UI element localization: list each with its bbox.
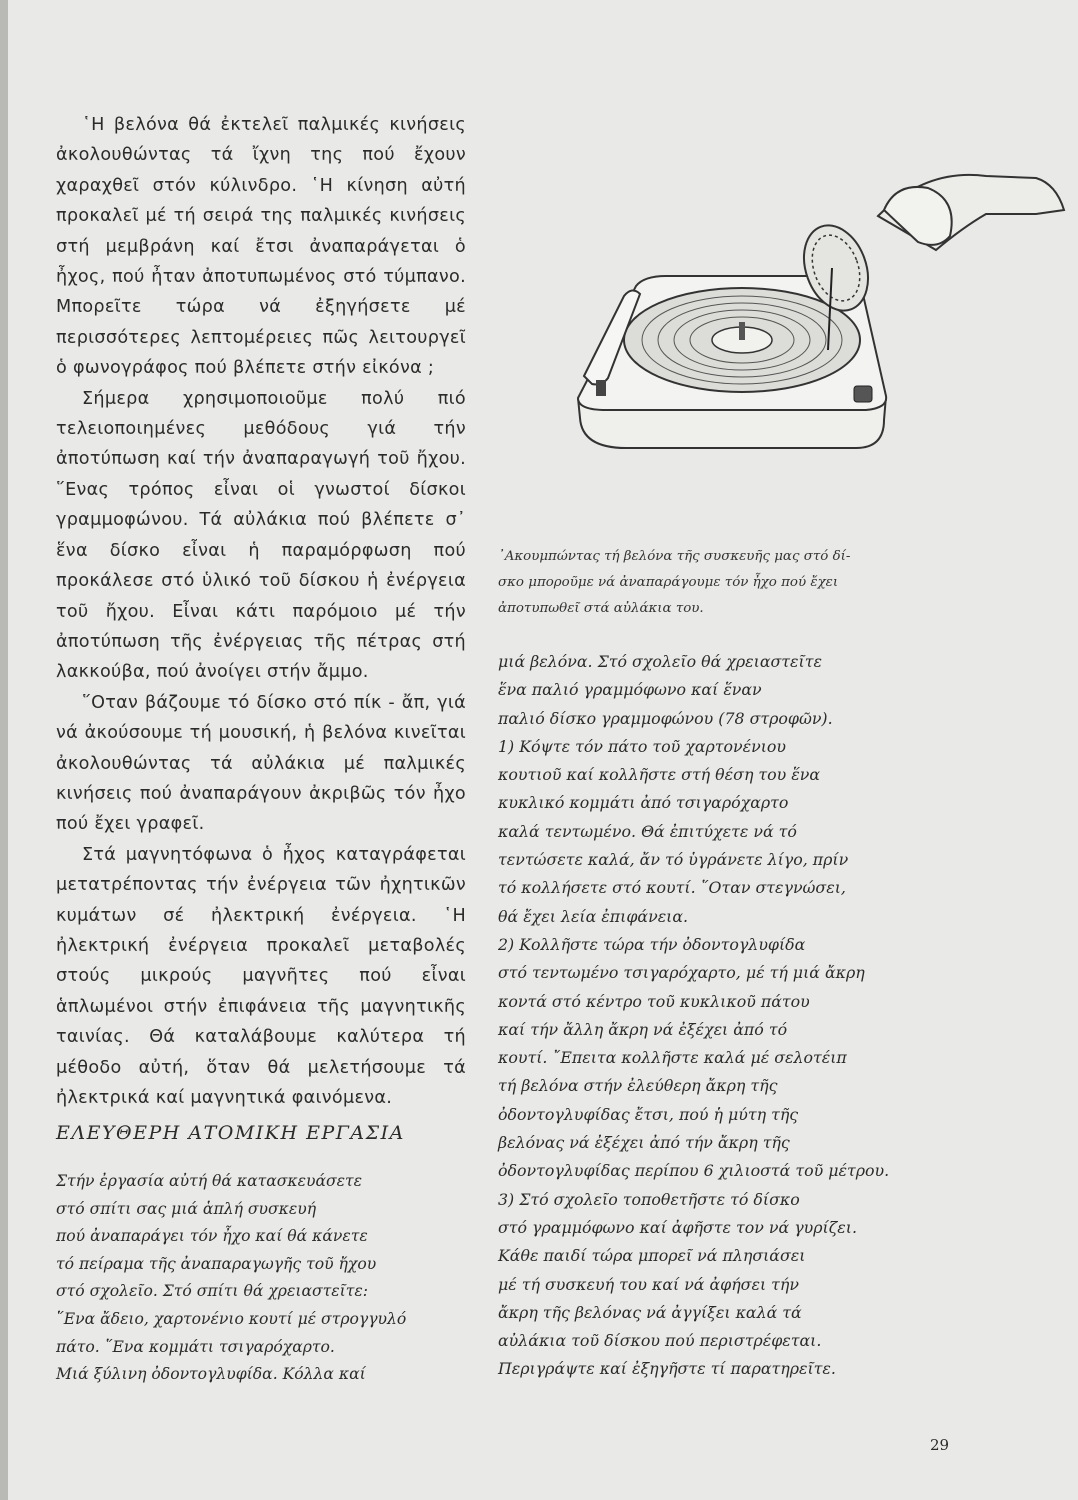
text-line: στό γραμμόφωνο καί ἀφῆστε τον νά γυρίζει. <box>498 1217 857 1237</box>
text-line: αὐλάκια τοῦ δίσκου πού περιστρέφεται. <box>498 1331 822 1351</box>
activity-line: πάτο. ῞Ενα κομμάτι τσιγαρόχαρτο. <box>56 1337 335 1356</box>
activity-line: στό σπίτι σας μιά ἁπλή συσκευή <box>56 1199 317 1218</box>
text-line: ὀδοντογλυφίδας ἔτσι, πού ἡ μύτη τῆς <box>498 1104 799 1124</box>
figure-caption <box>498 544 970 622</box>
text-line: ἄκρη τῆς βελόνας νά ἀγγίξει καλά τά <box>498 1302 802 1322</box>
activity-line: Μιά ξύλινη ὀδοντογλυφίδα. Κόλλα καί <box>56 1365 366 1384</box>
section-title: ΕΛΕΥΘΕΡΗ ΑΤΟΜΙΚΗ ΕΡΓΑΣΙΑ <box>56 1122 405 1144</box>
activity-line: ῞Ενα ἄδειο, χαρτονένιο κουτί μέ στρογγυλό <box>56 1309 407 1328</box>
left-column <box>56 110 466 1113</box>
control-knob <box>854 386 872 402</box>
paragraph-3: ῞Οταν βάζουμε τό δίσκο στό πίκ - ἄπ, γιά νά ἀκούσουμε τή μουσική, ἡ βελόνα κινεῖται ἀκολουθώντας τά αὐλάκια μέ παλμικές κινήσεις πού ἀναπαράγουν ἀκριβῶς τόν ἦχο πού ἔχει γραφεῖ. <box>56 692 466 835</box>
text-line: 1) Κόψτε τόν πάτο τοῦ χαρτονένιου <box>498 736 787 756</box>
spindle <box>739 322 745 340</box>
caption-line: ᾽Ακουμπώντας τή βελόνα τῆς συσκευῆς μας στό δί- <box>498 549 851 564</box>
text-line: κουτί. ῎Επειτα κολλῆστε καλά μέ σελοτέιπ <box>498 1048 847 1068</box>
text-line: παλιό δίσκο γραμμοφώνου (78 στροφῶν). <box>498 708 833 728</box>
text-line: βελόνας νά ἐξέχει ἀπό τήν ἄκρη τῆς <box>498 1133 790 1153</box>
text-line: 3) Στό σχολεῖο τοποθετῆστε τό δίσκο <box>498 1189 800 1209</box>
text-line: καί τήν ἄλλη ἄκρη νά ἐξέχει ἀπό τό <box>498 1019 788 1039</box>
paragraph-2: Σήμερα χρησιμοποιοῦμε πολύ πιό τελειοποιημένες μεθόδους γιά τήν ἀποτύπωση καί τήν ἀναπαραγωγή τοῦ ἤχου. ῞Ενας τρόπος εἶναι οἱ γνωστοί δίσκοι γραμμοφώνου. Τά αὐλάκια πού βλέπετε σ᾽ ἕνα δίσκο εἶναι ἡ παραμόρφωση πού προκάλεσε στό ὑλικό τοῦ δίσκου ἡ ἐνέργεια τοῦ ἤχου. Εἶναι κάτι παρόμοιο μέ τήν ἀποτύπωση τῆς ἐνέργειας τῆς πέτρας στή λακκούβα, πού ἀνοίγει στήν ἄμμο. <box>56 388 466 683</box>
text-line: καλά τεντωμένο. Θά ἐπιτύχετε νά τό <box>498 821 797 841</box>
activity-line: Στήν ἐργασία αὐτή θά κατασκευάσετε <box>56 1172 363 1190</box>
text-line: μέ τή συσκευή του καί νά ἀφήσει τήν <box>498 1274 799 1294</box>
paragraph-4: Στά μαγνητόφωνα ὁ ἦχος καταγράφεται μετατρέποντας τήν ἐνέργεια τῶν ἠχητικῶν κυμάτων σέ ἠλεκτρική ἐνέργεια. ῾Η ἠλεκτρική ἐνέργεια προκαλεῖ μεταβολές στούς μικρούς μαγνῆτες πού εἶναι ἁπλωμένοι στήν ἐπιφάνεια τῆς μαγνητικῆς ταινίας. Θά καταλάβουμε καλύτερα τή μέθοδο αὐτή, ὅταν θά μελετήσουμε τά ἠλεκτρικά καί μαγνητικά φαινόμενα. <box>56 844 466 1108</box>
activity-line: στό σχολεῖο. Στό σπίτι θά χρειαστεῖτε: <box>56 1282 368 1301</box>
text-line: στό τεντωμένο τσιγαρόχαρτο, μέ τή μιά ἄκρη <box>498 963 865 983</box>
activity-text <box>56 1168 476 1389</box>
caption-line: ἀποτυπωθεῖ στά αὐλάκια του. <box>498 601 704 616</box>
caption-line: σκο μποροῦμε νά ἀναπαράγουμε τόν ἦχο πού ἔχει <box>498 575 839 590</box>
hand <box>884 187 952 245</box>
text-line: θά ἔχει λεία ἐπιφάνεια. <box>498 906 689 926</box>
right-column <box>498 648 968 1384</box>
text-line: μιά βελόνα. Στό σχολεῖο θά χρειαστεῖτε <box>498 652 822 671</box>
text-line: 2) Κολλῆστε τώρα τήν ὀδοντογλυφίδα <box>498 934 806 954</box>
text-line: ὀδοντογλυφίδας περίπου 6 χιλιοστά τοῦ μέτρου. <box>498 1161 890 1181</box>
turntable-illustration <box>566 118 1066 458</box>
text-line: τεντώσετε καλά, ἄν τό ὑγράνετε λίγο, πρίν <box>498 850 849 870</box>
page-number: 29 <box>930 1436 950 1454</box>
text-line: Περιγράψτε καί ἐξηγῆστε τί παρατηρεῖτε. <box>498 1359 836 1379</box>
text-line: κοντά στό κέντρο τοῦ κυκλικοῦ πάτου <box>498 991 810 1011</box>
text-line: ἕνα παλιό γραμμόφωνο καί ἕναν <box>498 680 762 700</box>
text-line: Κάθε παιδί τώρα μπορεῖ νά πλησιάσει <box>498 1246 806 1266</box>
text-line: κυκλικό κομμάτι ἀπό τσιγαρόχαρτο <box>498 793 789 813</box>
text-line: κουτιοῦ καί κολλῆστε στή θέση του ἕνα <box>498 765 821 785</box>
page-edge <box>0 0 8 1500</box>
activity-line: πού ἀναπαράγει τόν ἦχο καί θά κάνετε <box>56 1227 368 1246</box>
text-line: τό κολλήσετε στό κουτί. ῞Οταν στεγνώσει, <box>498 878 846 898</box>
paragraph-1: ῾Η βελόνα θά ἐκτελεῖ παλμικές κινήσεις ἀκολουθώντας τά ἴχνη της πού ἔχουν χαραχθεῖ στόν κύλινδρο. ῾Η κίνηση αὐτή προκαλεῖ μέ τή σειρά της παλμικές κινήσεις στή μεμβράνη καί ἔτσι ἀναπαράγεται ὁ ἦχος, πού ἦταν ἀποτυπωμένος στό τύμπανο. Μπορεῖτε τώρα νά ἐξηγήσετε μέ περισσότερες λεπτομέρειες πῶς λειτουργεῖ ὁ φωνογράφος πού βλέπετε στήν εἰκόνα ; <box>56 115 466 379</box>
activity-line: τό πείραμα τῆς ἀναπαραγωγῆς τοῦ ἤχου <box>56 1254 377 1273</box>
text-line: τή βελόνα στήν ἐλεύθερη ἄκρη τῆς <box>498 1076 778 1096</box>
